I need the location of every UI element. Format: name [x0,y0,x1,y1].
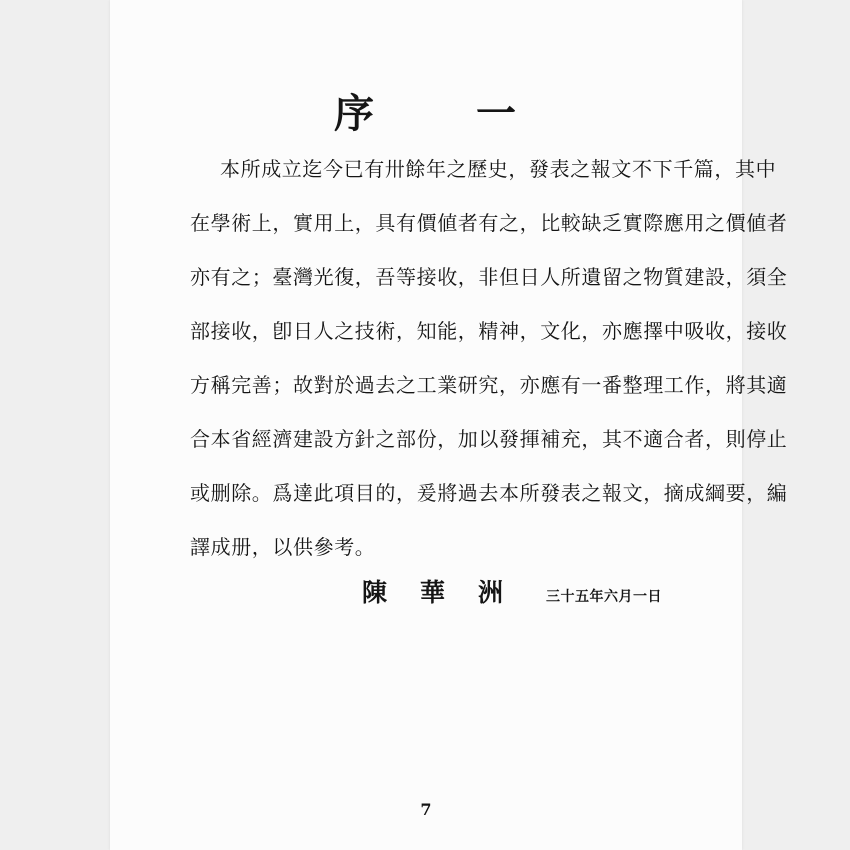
document-page [110,0,788,850]
body-line: 本所成立迄今已有卅餘年之歷史，發表之報文不下千篇，其中 [220,157,777,181]
author-name-char: 陳 [362,578,388,607]
signature-date: 三十五年六月一日 [546,589,662,605]
body-line: 或删除。爲達此項目的，爰將過去本所發表之報文，摘成綱要，編 [190,481,788,505]
title-char-preface: 序 [334,90,376,137]
body-line: 亦有之；臺灣光復，吾等接收，非但日人所遺留之物質建設，須全 [190,265,788,289]
preface-body [190,146,788,578]
body-line: 在學術上，實用上，具有價値者有之，比較缺乏實際應用之價値者 [190,211,788,235]
title-char-one: 一 [476,90,518,137]
author-name-char: 洲 [478,578,504,607]
body-line: 合本省經濟建設方針之部份，加以發揮補充，其不適合者，則停止 [190,427,788,451]
author-signature [362,573,662,609]
author-name-char: 華 [420,578,446,607]
body-line: 方稱完善；故對於過去之工業研究，亦應有一番整理工作，將其適 [190,373,788,397]
body-line: 部接收，卽日人之技術，知能，精神，文化，亦應擇中吸收，接收 [190,319,788,343]
page-number: 7 [420,800,432,819]
body-line: 譯成册，以供參考。 [190,535,376,559]
preface-title [110,82,742,139]
